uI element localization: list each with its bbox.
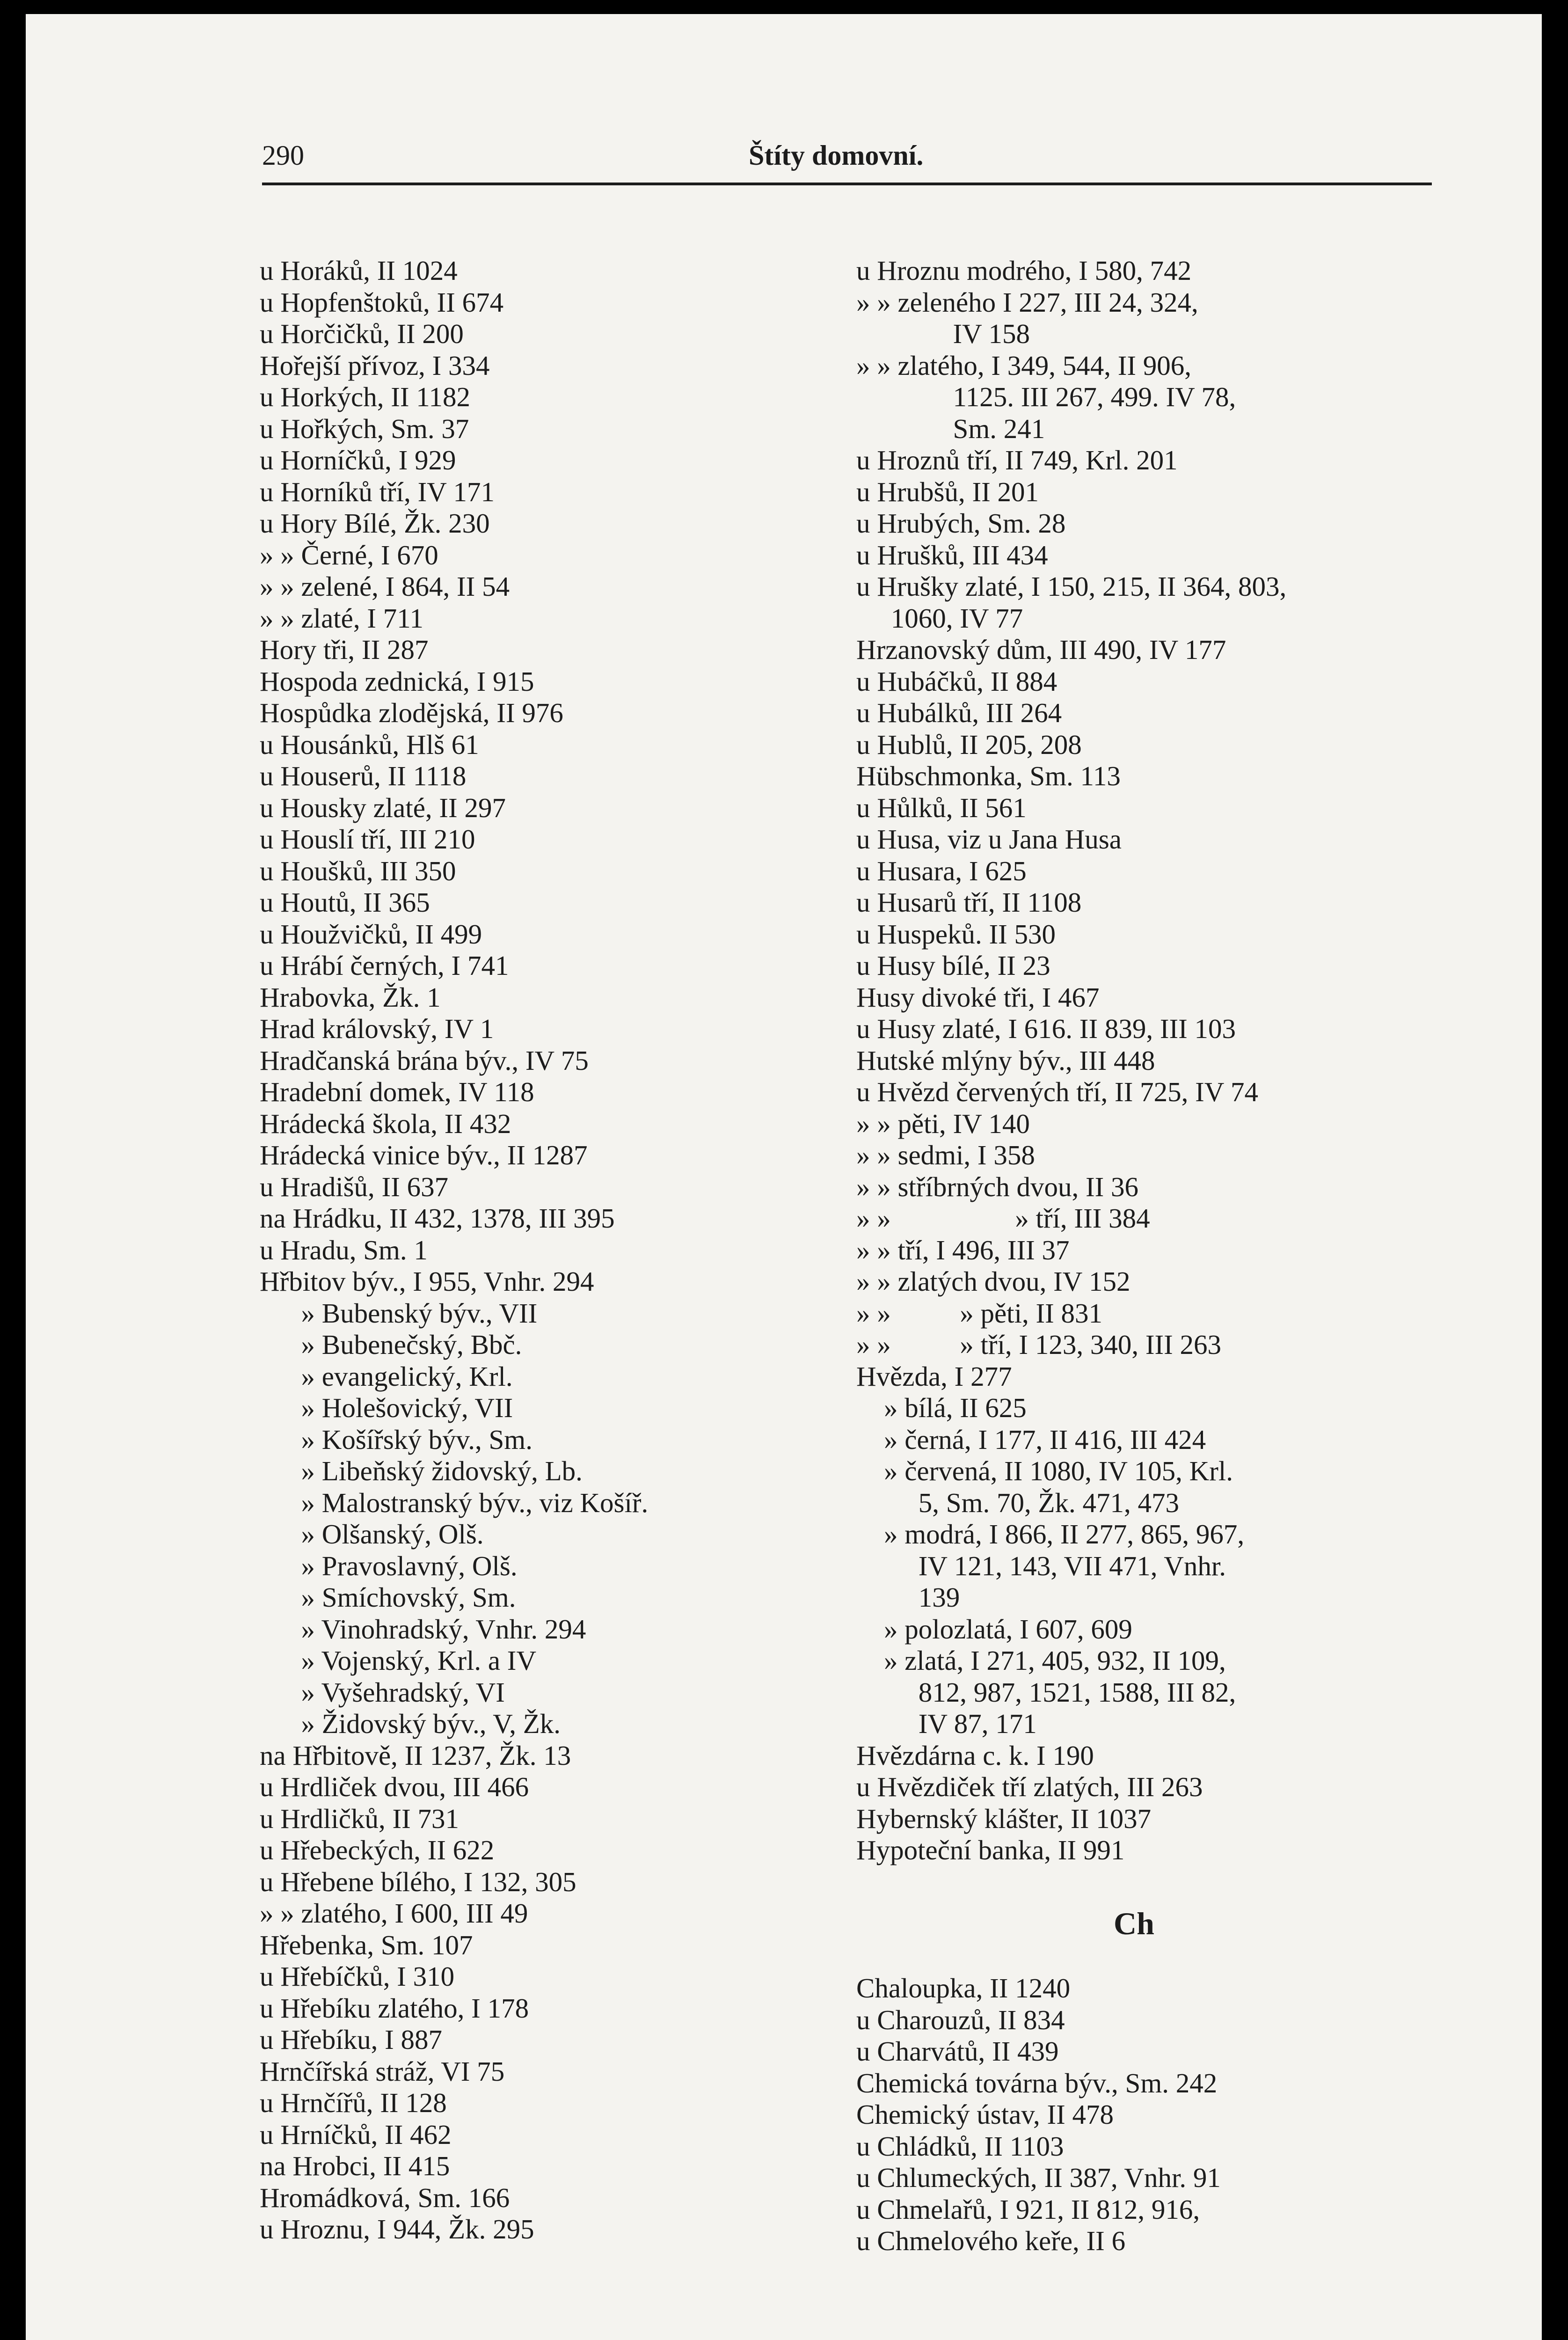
index-entry: u Hubálků, III 264 xyxy=(856,697,1062,728)
index-entry: u Horníčků, I 929 xyxy=(260,445,456,475)
index-entry: » polozlatá, I 607, 609 xyxy=(856,1613,1132,1645)
index-entry: u Chmelového keře, II 6 xyxy=(856,2225,1126,2256)
index-entry: » Holešovický, VII xyxy=(260,1392,513,1423)
index-entry: u Hrnčířů, II 128 xyxy=(260,2087,447,2118)
index-entry: u Houserů, II 1118 xyxy=(260,760,467,791)
index-entry: u Husy zlaté, I 616. II 839, III 103 xyxy=(856,1013,1236,1044)
index-entry: » Smíchovský, Sm. xyxy=(260,1582,516,1613)
index-entry: u Housánků, Hlš 61 xyxy=(260,729,479,760)
index-entry: u Chlumeckých, II 387, Vnhr. 91 xyxy=(856,2162,1221,2193)
index-entry: Chemická továrna býv., Sm. 242 xyxy=(856,2067,1218,2099)
index-entry: » Židovský býv., V, Žk. xyxy=(260,1708,561,1739)
index-entry: 812, 987, 1521, 1588, III 82, xyxy=(856,1676,1236,1708)
index-entry: Hutské mlýny býv., III 448 xyxy=(856,1045,1155,1076)
index-entry: u Hořkých, Sm. 37 xyxy=(260,413,469,444)
index-entry: Hořejší přívoz, I 334 xyxy=(260,350,490,381)
index-entry: Hübschmonka, Sm. 113 xyxy=(856,760,1121,791)
index-entry: u Hvězd červených tří, II 725, IV 74 xyxy=(856,1076,1259,1107)
index-entry: na Hrádku, II 432, 1378, III 395 xyxy=(260,1203,615,1234)
index-entry: u Hřebíčků, I 310 xyxy=(260,1961,455,1992)
index-entry: » » stříbrných dvou, II 36 xyxy=(856,1171,1139,1202)
index-entry: u Hrušků, III 434 xyxy=(856,539,1048,570)
right-column-top xyxy=(856,255,1451,1866)
index-entry: u Hrníčků, II 462 xyxy=(260,2119,452,2150)
index-entry: » Vyšehradský, VI xyxy=(260,1676,505,1708)
index-entry: u Hůlků, II 561 xyxy=(856,792,1027,823)
index-entry: u Horčičků, II 200 xyxy=(260,318,464,349)
index-entry: u Hroznů tří, II 749, Krl. 201 xyxy=(856,445,1178,475)
index-entry: Hrad královský, IV 1 xyxy=(260,1013,494,1044)
index-entry: u Charouzů, II 834 xyxy=(856,2004,1065,2035)
index-entry: u Hřebeckých, II 622 xyxy=(260,1835,495,1865)
index-entry: Hradčanská brána býv., IV 75 xyxy=(260,1045,589,1076)
index-entry: » modrá, I 866, II 277, 865, 967, xyxy=(856,1519,1245,1550)
index-entry: IV 158 xyxy=(856,318,1030,349)
index-entry: » » sedmi, I 358 xyxy=(856,1140,1035,1170)
index-entry: Hvězda, I 277 xyxy=(856,1360,1012,1392)
index-entry: 1060, IV 77 xyxy=(856,602,1023,634)
index-entry: Hvězdárna c. k. I 190 xyxy=(856,1740,1094,1771)
index-entry: » Vojenský, Krl. a IV xyxy=(260,1645,537,1676)
right-column-bottom xyxy=(856,1973,1221,2257)
index-entry: » » tří, I 496, III 37 xyxy=(856,1234,1070,1265)
index-entry: » červená, II 1080, IV 105, Krl. xyxy=(856,1455,1233,1486)
index-entry: Husy divoké tři, I 467 xyxy=(856,981,1100,1013)
index-entry: Hory tři, II 287 xyxy=(260,634,429,665)
index-entry: » černá, I 177, II 416, III 424 xyxy=(856,1424,1206,1455)
index-entry: u Hrdličků, II 731 xyxy=(260,1803,459,1834)
index-entry: u Hroznu, I 944, Žk. 295 xyxy=(260,2214,534,2245)
index-entry: u Hrábí černých, I 741 xyxy=(260,950,509,981)
index-entry: 5, Sm. 70, Žk. 471, 473 xyxy=(856,1487,1179,1518)
index-entry: u Hradu, Sm. 1 xyxy=(260,1234,428,1265)
index-entry: na Hřbitově, II 1237, Žk. 13 xyxy=(260,1740,571,1771)
index-entry: u Hřebíku zlatého, I 178 xyxy=(260,1992,529,2024)
index-entry: » zlatá, I 271, 405, 932, II 109, xyxy=(856,1645,1226,1676)
index-entry: » » zelené, I 864, II 54 xyxy=(260,571,510,602)
index-entry: » » » tří, I 123, 340, III 263 xyxy=(856,1329,1222,1360)
index-entry: u Chmelařů, I 921, II 812, 916, xyxy=(856,2194,1200,2225)
index-entry: » Libeňský židovský, Lb. xyxy=(260,1455,583,1486)
index-entry: » » » tří, III 384 xyxy=(856,1203,1150,1234)
index-entry: » » zlatých dvou, IV 152 xyxy=(856,1266,1130,1297)
index-entry: Hřebenka, Sm. 107 xyxy=(260,1929,473,1960)
index-entry: Hospůdka zlodějská, II 976 xyxy=(260,697,563,728)
index-entry: Hrádecká škola, II 432 xyxy=(260,1108,511,1139)
index-entry: u Horkých, II 1182 xyxy=(260,381,471,412)
index-entry: Chaloupka, II 1240 xyxy=(856,1973,1071,2004)
index-entry: u Hopfenštoků, II 674 xyxy=(260,286,504,318)
index-entry: IV 87, 171 xyxy=(856,1708,1037,1739)
index-entry: u Horníků tří, IV 171 xyxy=(260,476,495,507)
index-entry: » Olšanský, Olš. xyxy=(260,1519,484,1550)
index-entry: » » » pěti, II 831 xyxy=(856,1297,1103,1329)
index-entry: Hřbitov býv., I 955, Vnhr. 294 xyxy=(260,1266,594,1297)
index-entry: » evangelický, Krl. xyxy=(260,1360,513,1392)
index-entry: » » zlatého, I 600, III 49 xyxy=(260,1898,528,1929)
index-entry: u Husy bílé, II 23 xyxy=(856,950,1050,981)
index-entry: u Hrubých, Sm. 28 xyxy=(856,508,1066,539)
index-entry: u Hrubšů, II 201 xyxy=(856,476,1039,507)
index-entry: Hrzanovský dům, III 490, IV 177 xyxy=(856,634,1226,665)
index-entry: u Houšků, III 350 xyxy=(260,855,456,886)
index-entry: » » zlaté, I 711 xyxy=(260,602,424,634)
index-entry: u Hroznu modrého, I 580, 742 xyxy=(856,255,1192,286)
index-entry: » » zlatého, I 349, 544, II 906, xyxy=(856,350,1192,381)
index-entry: u Hrušky zlaté, I 150, 215, II 364, 803, xyxy=(856,571,1287,602)
index-entry: u Huspeků. II 530 xyxy=(856,918,1056,950)
index-entry: » Košířský býv., Sm. xyxy=(260,1424,532,1455)
index-entry: u Houtů, II 365 xyxy=(260,887,430,918)
index-entry: u Hvězdiček tří zlatých, III 263 xyxy=(856,1771,1203,1802)
index-entry: u Hrdliček dvou, III 466 xyxy=(260,1771,529,1802)
index-entry: u Hory Bílé, Žk. 230 xyxy=(260,508,490,539)
index-entry: Chemický ústav, II 478 xyxy=(856,2099,1114,2130)
index-entry: » » Černé, I 670 xyxy=(260,539,438,570)
index-entry: u Hublů, II 205, 208 xyxy=(856,729,1082,760)
index-entry: u Husarů tří, II 1108 xyxy=(856,887,1082,918)
index-entry: Hrabovka, Žk. 1 xyxy=(260,981,441,1013)
index-entry: » bílá, II 625 xyxy=(856,1392,1027,1423)
index-entry: Hybernský klášter, II 1037 xyxy=(856,1803,1152,1834)
index-entry: » » zeleného I 227, III 24, 324, xyxy=(856,286,1198,318)
left-column xyxy=(260,255,831,2245)
index-entry: Hrnčířská stráž, VI 75 xyxy=(260,2055,505,2087)
index-entry: Hospoda zednická, I 915 xyxy=(260,665,534,697)
index-entry: u Hřebíku, I 887 xyxy=(260,2024,442,2055)
section-heading: Ch xyxy=(1114,1906,1154,1941)
index-entry: » » pěti, IV 140 xyxy=(856,1108,1030,1139)
index-entry: Sm. 241 xyxy=(856,413,1045,444)
index-entry: u Horáků, II 1024 xyxy=(260,255,458,286)
index-entry: » Pravoslavný, Olš. xyxy=(260,1550,518,1581)
index-entry: » Malostranský býv., viz Košíř. xyxy=(260,1487,649,1518)
index-entry: Hrádecká vinice býv., II 1287 xyxy=(260,1140,588,1170)
index-entry: u Houžvičků, II 499 xyxy=(260,918,482,950)
page-number: 290 xyxy=(262,140,304,171)
index-entry: u Husa, viz u Jana Husa xyxy=(856,824,1122,855)
index-entry: 139 xyxy=(856,1582,960,1613)
header-rule xyxy=(262,183,1432,185)
index-entry: u Hradišů, II 637 xyxy=(260,1171,449,1202)
index-entry: IV 121, 143, VII 471, Vnhr. xyxy=(856,1550,1226,1581)
index-entry: na Hrobci, II 415 xyxy=(260,2150,450,2181)
index-entry: 1125. III 267, 499. IV 78, xyxy=(856,381,1236,412)
index-entry: » Bubenečský, Bbč. xyxy=(260,1329,522,1360)
index-entry: u Housky zlaté, II 297 xyxy=(260,792,506,823)
index-entry: u Chládků, II 1103 xyxy=(856,2130,1064,2162)
book-page xyxy=(26,14,1542,2340)
index-entry: u Husara, I 625 xyxy=(856,855,1027,886)
index-entry: u Hřebene bílého, I 132, 305 xyxy=(260,1866,576,1897)
running-title: Štíty domovní. xyxy=(749,140,924,171)
index-entry: Hradební domek, IV 118 xyxy=(260,1076,534,1107)
index-entry: Hromádková, Sm. 166 xyxy=(260,2182,510,2213)
index-entry: u Charvátů, II 439 xyxy=(856,2036,1059,2067)
index-entry: » Vinohradský, Vnhr. 294 xyxy=(260,1613,586,1645)
index-entry: u Hubáčků, II 884 xyxy=(856,665,1057,697)
index-entry: » Bubenský býv., VII xyxy=(260,1297,538,1329)
index-entry: u Houslí tří, III 210 xyxy=(260,824,475,855)
index-entry: Hypoteční banka, II 991 xyxy=(856,1835,1125,1865)
